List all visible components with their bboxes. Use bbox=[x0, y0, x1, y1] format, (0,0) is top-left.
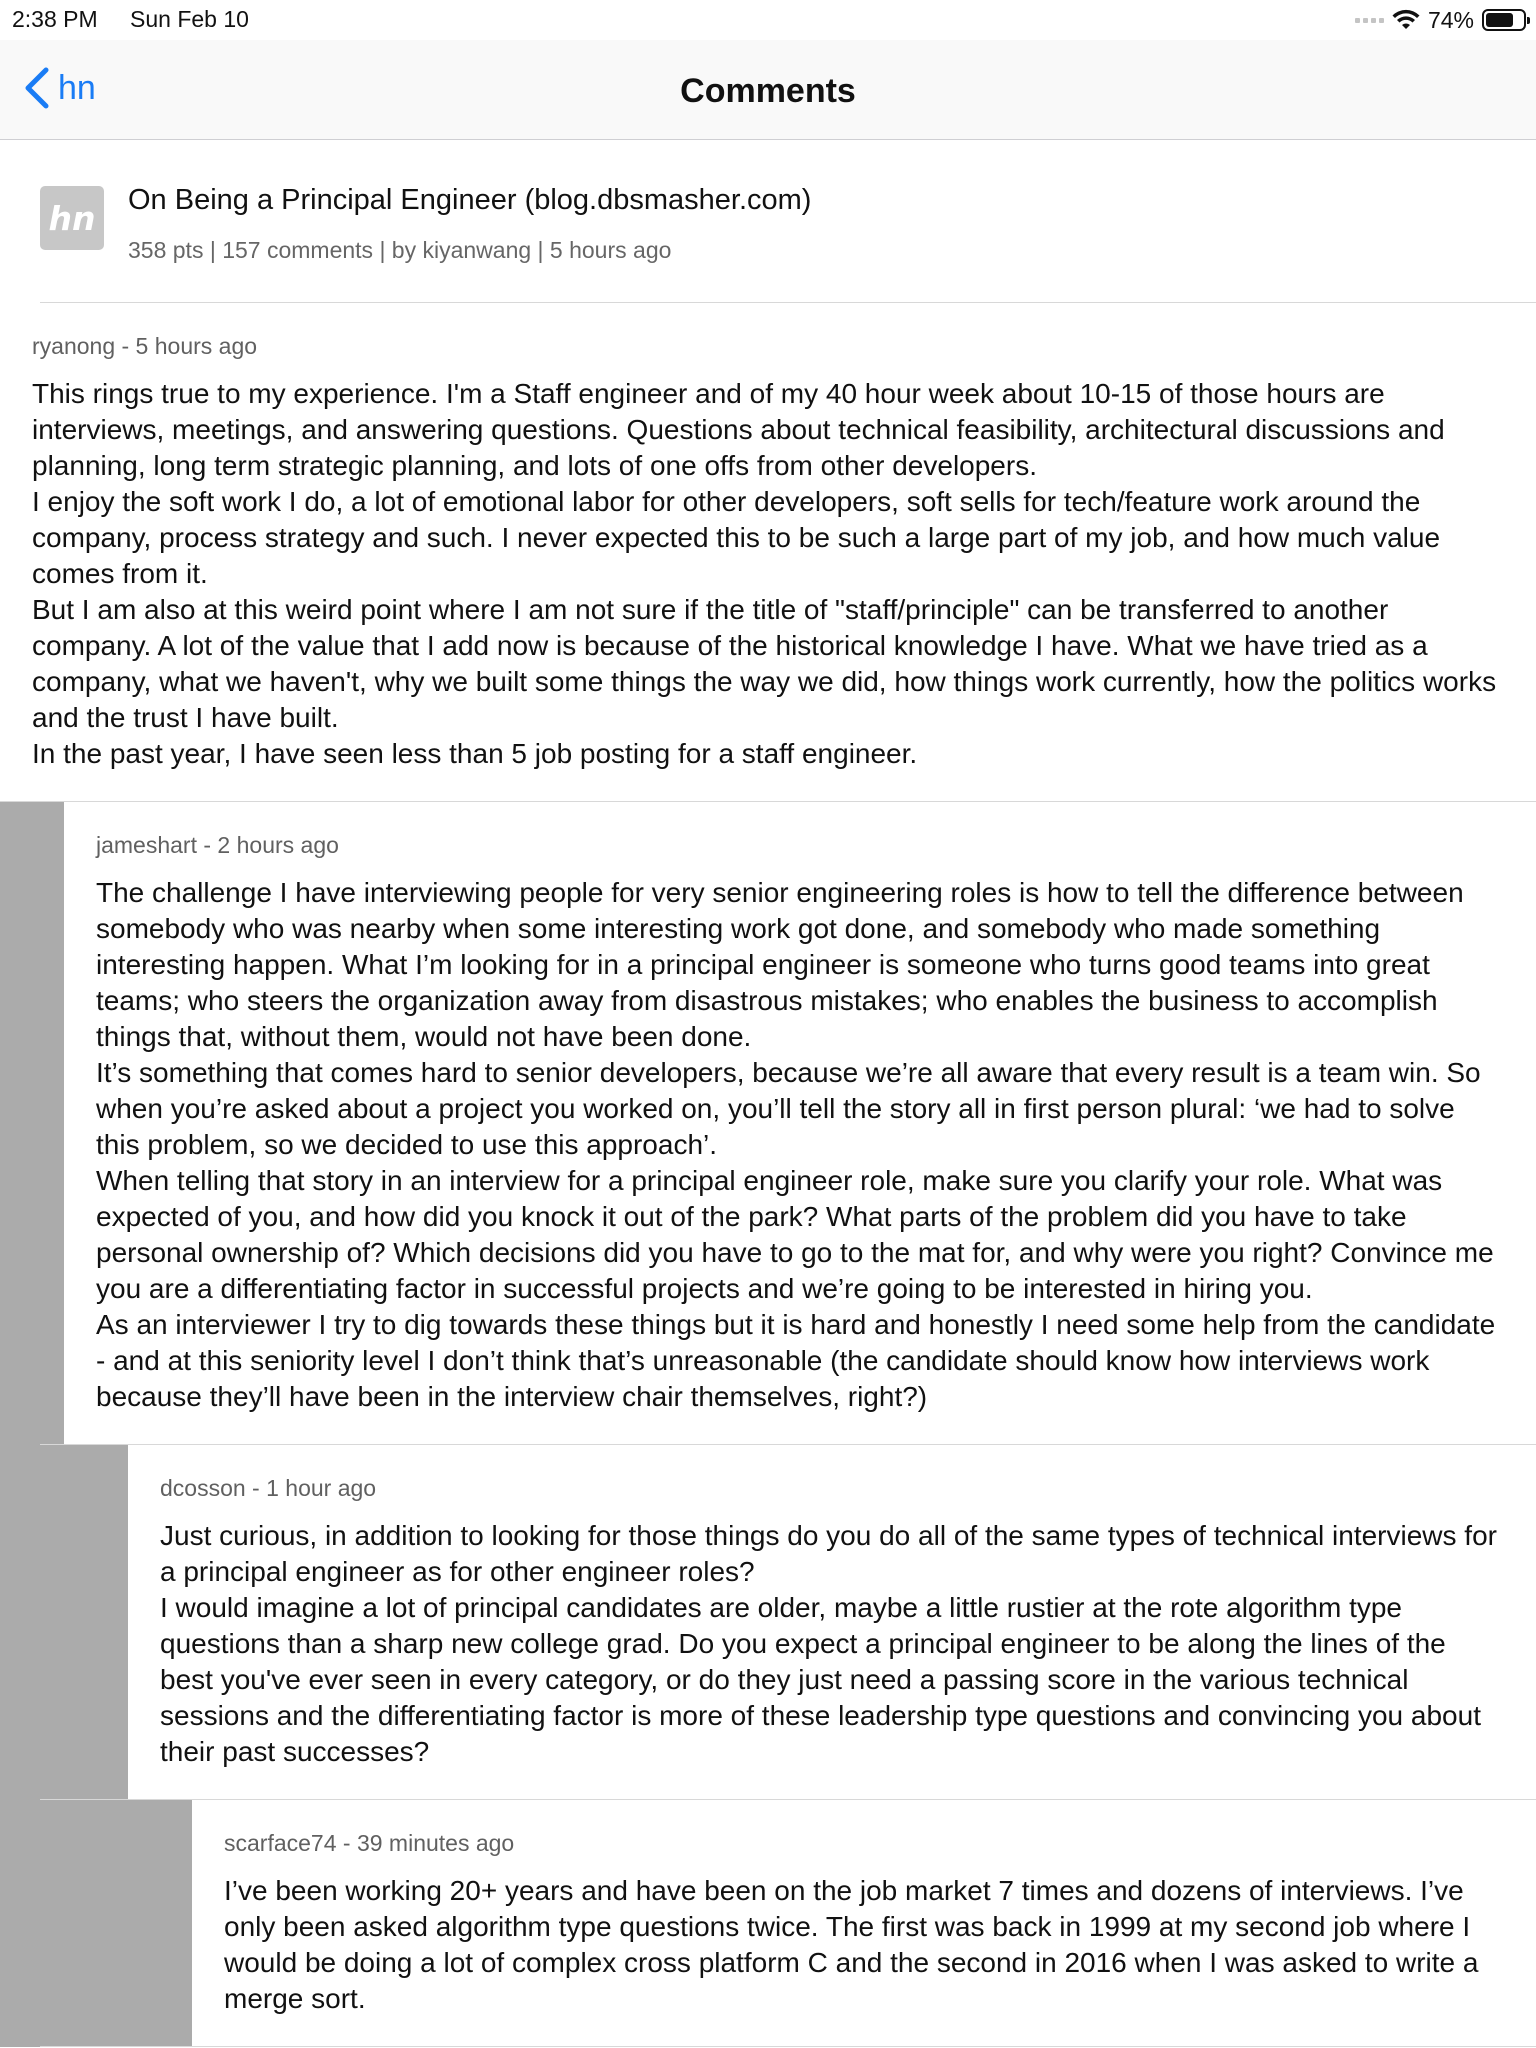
comment-body bbox=[32, 376, 1506, 772]
status-indicators bbox=[1355, 5, 1526, 35]
divider bbox=[40, 2046, 1536, 2047]
comment-author[interactable]: jameshart - 2 hours ago bbox=[96, 832, 339, 858]
comment[interactable] bbox=[0, 303, 1536, 802]
comment-paragraph: In the past year, I have seen less than 5 job posting for a staff engineer. bbox=[32, 738, 918, 769]
comment-paragraph: It’s something that comes hard to senior developers, because we’re all aware that every result is a team win. So when you’re asked about a project you worked on, you’ll tell the story all in first person plural: ‘we had to solve this problem, so we decided to use this approach’. bbox=[96, 1057, 1481, 1160]
story-header[interactable] bbox=[0, 141, 1536, 303]
status-date: Sun Feb 10 bbox=[130, 6, 249, 32]
comment-paragraph: When telling that story in an interview for a principal engineer role, make sure you clarify your role. What was expected of you, and how did you knock it out of the park? What parts of the problem did you have to take personal ownership of? Which decisions did you have to go to the mat for, and why were you right? Convince me you are a differentiating factor in successful projects and we’re going to be interested in hiring you. bbox=[96, 1165, 1494, 1304]
comment-body bbox=[224, 1873, 1506, 2017]
navigation-bar bbox=[0, 40, 1536, 140]
comment-paragraph: As an interviewer I try to dig towards these things but it is hard and honestly I need some help from the candidate - and at this seniority level I don’t think that’s unreasonable (the candidate should know how interviews work because they’ll have been in the interview chair themselves, right?) bbox=[96, 1309, 1496, 1412]
comment-paragraph: I’ve been working 20+ years and have been on the job market 7 times and dozens of interviews. I’ve only been asked algorithm type questions twice. The first was back in 1999 at my second job where I would be doing a lot of complex cross platform C and the second in 2016 when I was asked to write a merge sort. bbox=[224, 1875, 1479, 2014]
comment[interactable] bbox=[0, 1800, 1536, 2047]
page-title: Comments bbox=[680, 72, 856, 110]
comment-list bbox=[0, 303, 1536, 2047]
comment-author[interactable]: ryanong - 5 hours ago bbox=[32, 333, 258, 359]
cellular-signal-icon bbox=[1355, 18, 1384, 23]
story-meta: 358 pts | 157 comments | by kiyanwang | 5 hours ago bbox=[128, 237, 672, 263]
comment[interactable] bbox=[0, 802, 1536, 1445]
hn-logo-icon: hn bbox=[40, 186, 104, 250]
back-button-label: hn bbox=[58, 68, 96, 107]
story-title[interactable]: On Being a Principal Engineer (blog.dbsmasher.com) bbox=[128, 184, 812, 216]
status-bar bbox=[0, 0, 1536, 40]
battery-icon bbox=[1482, 9, 1526, 31]
comment-paragraph: The challenge I have interviewing people for very senior engineering roles is how to tell the difference between somebody who was nearby when some interesting work got done, and somebody who made something interesting happen. What I’m looking for in a principal engineer is someone who turns good teams into great teams; who steers the organization away from disastrous mistakes; who enables the business to accomplish things that, without them, would not have been done. bbox=[96, 877, 1464, 1052]
battery-fill bbox=[1486, 13, 1513, 27]
status-time: 2:38 PM bbox=[12, 6, 98, 32]
comment-paragraph: This rings true to my experience. I'm a Staff engineer and of my 40 hour week about 10-15 of those hours are interviews, meetings, and answering questions. Questions about technical feasibility, architectural discussions and planning, long term strategic planning, and lots of one offs from other developers. bbox=[32, 378, 1445, 481]
comment[interactable] bbox=[0, 1445, 1536, 1800]
comment-author[interactable]: dcosson - 1 hour ago bbox=[160, 1475, 377, 1501]
comment-paragraph: But I am also at this weird point where I am not sure if the title of "staff/principle" can be transferred to another company. A lot of the value that I add now is because of the historical knowledge I have. What we have tried as a company, what we haven't, why we built some things the way we did, how things work currently, how the politics works and the trust I have built. bbox=[32, 594, 1497, 733]
comment-paragraph: I would imagine a lot of principal candidates are older, maybe a little rustier at the rote algorithm type questions than a sharp new college grad. Do you expect a principal engineer to be along the lines of the best you've ever seen in every category, or do they just need a passing score in the various technical sessions and the differentiating factor is more of these leadership type questions and convincing you about their past successes? bbox=[160, 1592, 1481, 1767]
comment-body bbox=[96, 875, 1506, 1415]
comment-paragraph: I enjoy the soft work I do, a lot of emotional labor for other developers, soft sells for tech/feature work around the company, process strategy and such. I never expected this to be such a large part of my job, and how much value comes from it. bbox=[32, 486, 1441, 589]
comment-author[interactable]: scarface74 - 39 minutes ago bbox=[224, 1830, 515, 1856]
comment-body bbox=[160, 1518, 1506, 1770]
wifi-icon bbox=[1392, 9, 1420, 31]
comment-paragraph: Just curious, in addition to looking for those things do you do all of the same types of technical interviews for a principal engineer as for other engineer roles? bbox=[160, 1520, 1497, 1587]
battery-percent: 74% bbox=[1427, 6, 1474, 33]
